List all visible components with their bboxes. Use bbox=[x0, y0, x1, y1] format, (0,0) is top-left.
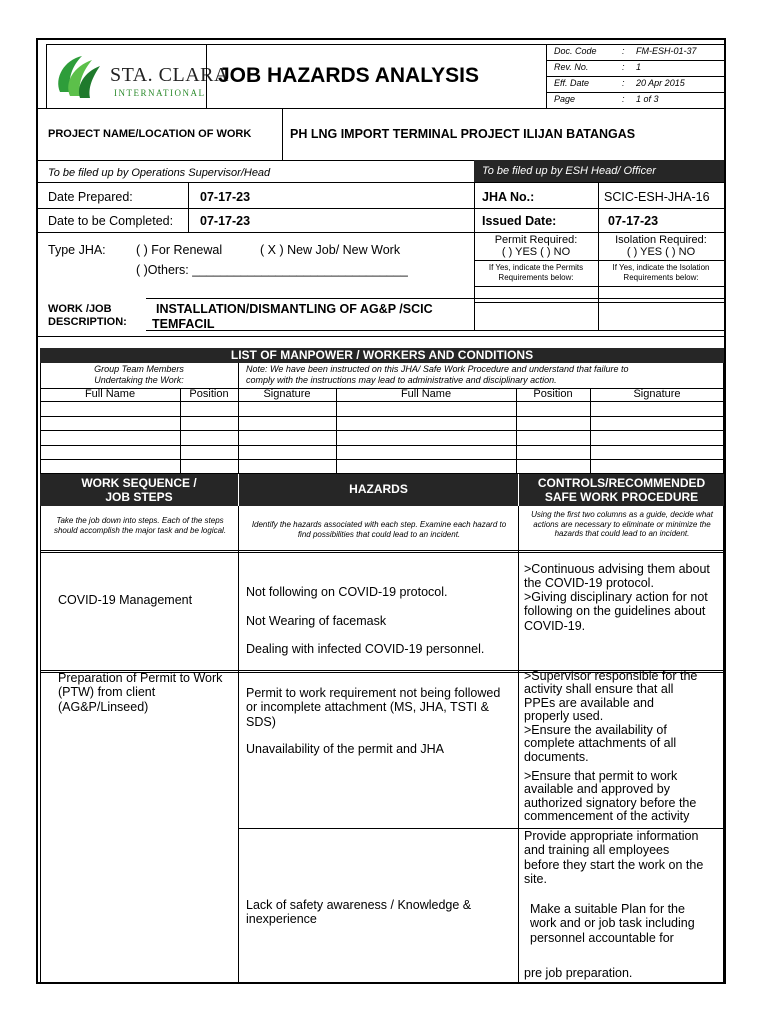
isolation-note-line1: If Yes, indicate the Isolation bbox=[612, 263, 710, 272]
document-frame bbox=[36, 38, 726, 984]
document-title: JOB HAZARDS ANALYSIS bbox=[218, 64, 479, 87]
hazards-title: HAZARDS bbox=[349, 482, 408, 496]
manpower-title-bar bbox=[40, 348, 724, 363]
manpower-title: LIST OF MANPOWER / WORKERS AND CONDITIONS bbox=[230, 348, 534, 362]
col-full-name-2: Full Name bbox=[400, 388, 452, 400]
work-sequence-title2: JOB STEPS bbox=[105, 490, 173, 504]
date-prepared-value: 07-17-23 bbox=[200, 190, 251, 204]
rev-no-label: Rev. No. bbox=[554, 62, 589, 72]
page-label: Page bbox=[554, 94, 576, 104]
col-signature-2: Signature bbox=[633, 388, 681, 400]
control-permit-1: >Supervisor responsible for the activity shall ensure that all PPEs are available and properly used. bbox=[524, 669, 698, 724]
hazards-header bbox=[239, 474, 518, 506]
project-label: PROJECT NAME/LOCATION OF WORK bbox=[48, 128, 252, 140]
step-permit: Preparation of Permit to Work (PTW) from client (AG&P/Linseed) bbox=[58, 671, 223, 714]
controls-title2: SAFE WORK PROCEDURE bbox=[544, 490, 699, 504]
company-logo bbox=[46, 50, 229, 100]
work-sequence-title1: WORK SEQUENCE / bbox=[81, 476, 197, 490]
control-awareness-3: pre job preparation. bbox=[524, 966, 633, 980]
doc-code-sep: : bbox=[622, 46, 625, 56]
hazard-covid-2: Not Wearing of facemask bbox=[246, 614, 387, 628]
eff-date-value: 20 Apr 2015 bbox=[636, 78, 685, 88]
group-members-label2: Undertaking the Work: bbox=[94, 375, 184, 385]
new-job-option: ( X ) New Job/ New Work bbox=[260, 243, 401, 257]
manpower-note-line1: Note: We have been instructed on this JHA/ Safe Work Procedure and understand that failure to bbox=[246, 364, 629, 374]
isolation-required-label: Isolation Required: bbox=[615, 234, 707, 246]
page-value: 1 of 3 bbox=[636, 94, 659, 104]
hazard-covid-1: Not following on COVID-19 protocol. bbox=[246, 585, 448, 599]
col-signature-1: Signature bbox=[263, 388, 311, 400]
control-covid-2: >Giving disciplinary action for not following on the guidelines about COVID-19. bbox=[524, 590, 708, 633]
esh-filed-note: To be filed up by ESH Head/ Officer bbox=[482, 165, 656, 177]
permit-required-label: Permit Required: bbox=[494, 234, 578, 246]
hazards-hint: Identify the hazards associated with each step. Examine each hazard to find possibilities that could lead to an incident. bbox=[251, 520, 507, 539]
controls-title1: CONTROLS/RECOMMENDED bbox=[537, 476, 706, 490]
hazard-covid-3: Dealing with infected COVID-19 personnel. bbox=[246, 642, 485, 656]
control-permit-2: >Ensure the availability of complete attachments of all documents. bbox=[524, 723, 677, 764]
eff-date-label: Eff. Date bbox=[554, 78, 590, 88]
doc-code-label: Doc. Code bbox=[554, 46, 597, 56]
type-jha-label: Type JHA: bbox=[48, 243, 106, 257]
control-covid-1: >Continuous advising them about the COVID-19 protocol. bbox=[524, 562, 710, 591]
hazard-awareness: Lack of safety awareness / Knowledge & inexperience bbox=[246, 898, 472, 927]
work-desc-label1: WORK /JOB bbox=[48, 303, 112, 315]
step-covid: COVID-19 Management bbox=[58, 593, 193, 607]
col-position-1: Position bbox=[189, 388, 229, 400]
hazard-permit-2: Unavailability of the permit and JHA bbox=[246, 742, 445, 756]
issued-date-value: 07-17-23 bbox=[608, 214, 659, 228]
controls-header bbox=[519, 474, 724, 506]
work-desc-value-line1: INSTALLATION/DISMANTLING OF AG&P /SCIC bbox=[156, 302, 433, 316]
project-value: PH LNG IMPORT TERMINAL PROJECT ILIJAN BATANGAS bbox=[290, 127, 636, 141]
date-completed-label: Date to be Completed: bbox=[48, 214, 174, 228]
controls-hint: Using the first two columns as a guide, decide what actions are necessary to eliminate or minimize the hazards that could lead to an incident. bbox=[531, 510, 713, 539]
work-desc-label2: DESCRIPTION: bbox=[48, 316, 127, 328]
date-prepared-label: Date Prepared: bbox=[48, 190, 133, 204]
control-permit-3: >Ensure that permit to work available and approved by authorized signatory before the commencement of the activity bbox=[524, 769, 697, 824]
permit-required-options: ( ) YES ( ) NO bbox=[501, 246, 571, 258]
doc-code-value: FM-ESH-01-37 bbox=[636, 46, 697, 56]
isolation-note-line2: Requirements below: bbox=[623, 273, 699, 282]
jha-table bbox=[40, 474, 724, 984]
doc-info-block bbox=[546, 44, 724, 108]
col-position-2: Position bbox=[533, 388, 573, 400]
jha-no-label: JHA No.: bbox=[482, 190, 535, 204]
work-desc-value-line2: TEMFACIL bbox=[152, 317, 215, 331]
hazard-permit-1: Permit to work requirement not being followed or incomplete attachment (MS, JHA, TSTI & SDS) bbox=[246, 686, 501, 729]
leaf-logo-icon bbox=[52, 52, 106, 102]
logo-subtitle: INTERNATIONAL bbox=[114, 88, 206, 98]
manpower-note-line2: comply with the instructions may lead to administrative and disciplinary action. bbox=[246, 375, 557, 385]
others-option: ( )Others: _______________________________ bbox=[136, 263, 408, 277]
eff-date-sep: : bbox=[622, 78, 625, 88]
work-sequence-header bbox=[40, 474, 238, 506]
permit-note-line1: If Yes, indicate the Permits bbox=[488, 263, 584, 272]
rev-no-value: 1 bbox=[636, 62, 642, 72]
permit-note-line2: Requirements below: bbox=[498, 273, 574, 282]
ops-filed-note: To be filed up by Operations Supervisor/Head bbox=[48, 167, 271, 179]
work-sequence-hint: Take the job down into steps. Each of the steps should accomplish the major task and be logical. bbox=[53, 516, 227, 535]
jha-no-value: SCIC-ESH-JHA-16 bbox=[604, 190, 710, 204]
renewal-option: ( ) For Renewal bbox=[136, 243, 223, 257]
page-sep: : bbox=[622, 94, 625, 104]
control-awareness-2: Make a suitable Plan for the work and or job task including personnel accountable for bbox=[530, 902, 695, 945]
control-awareness-1: Provide appropriate information and training all employees before they start the work on the site. bbox=[524, 829, 704, 887]
rev-no-sep: : bbox=[622, 62, 625, 72]
col-full-name-1: Full Name bbox=[84, 388, 136, 400]
esh-filed-bar bbox=[474, 160, 724, 182]
isolation-required-options: ( ) YES ( ) NO bbox=[626, 246, 696, 258]
manpower-table bbox=[40, 363, 724, 473]
issued-date-label: Issued Date: bbox=[482, 214, 557, 228]
group-members-label1: Group Team Members bbox=[94, 364, 184, 374]
date-completed-value: 07-17-23 bbox=[200, 214, 251, 228]
logo-name: STA. CLARA bbox=[110, 64, 229, 86]
